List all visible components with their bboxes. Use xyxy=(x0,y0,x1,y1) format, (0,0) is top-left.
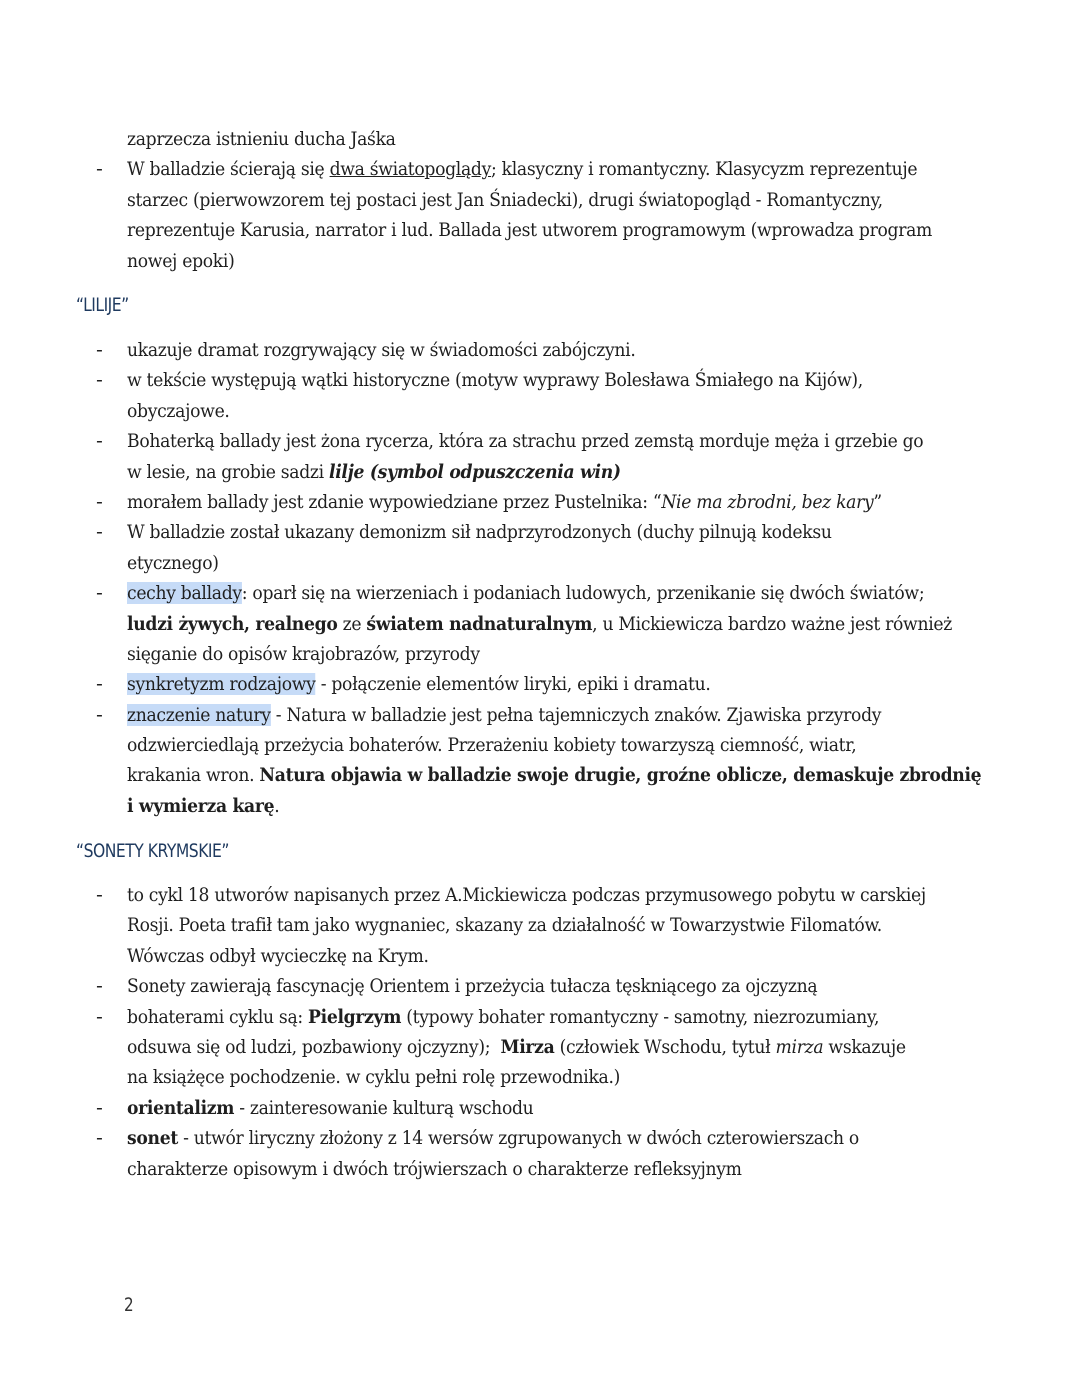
list-item-continuation: sięganie do opisów krajobrazów, przyrody xyxy=(127,642,480,665)
bullet-dash: - xyxy=(96,339,103,361)
list-item: - W balladzie został ukazany demonizm sił nadprzyrodzonych (duchy pilnują kodeksu xyxy=(88,517,988,547)
list-item-continuation: etycznego) xyxy=(127,551,219,574)
lilie-list xyxy=(88,335,988,821)
list-item-continuation: odsuwa się od ludzi, pozbawiony ojczyzny); Mirza (człowiek Wschodu, tytuł mirza wskazuje xyxy=(127,1035,906,1058)
bullet-dash: - xyxy=(96,582,103,605)
list-item: - cechy ballady: oparł się na wierzeniach i podaniach ludowych, przenikanie się dwóch światów; xyxy=(88,578,988,608)
bullet-dash: - xyxy=(96,884,103,906)
highlighted-term: cechy ballady xyxy=(127,582,242,605)
underlined-phrase: dwa światopoglądy xyxy=(329,158,492,181)
list-item: - to cykl 18 utworów napisanych przez A.Mickiewicza podczas przymusowego pobytu w carskiej xyxy=(88,880,988,910)
list-item-continuation: reprezentuje Karusia, narrator i lud. Ballada jest utworem programowym (wprowadza program xyxy=(127,219,933,242)
list-item: - znaczenie natury - Natura w balladzie jest pełna tajemniczych znaków. Zjawiska przyrody xyxy=(88,700,988,730)
intro-block xyxy=(88,124,988,276)
bullet-dash: - xyxy=(96,1005,103,1028)
list-item: - W balladzie ścierają się dwa światopoglądy; klasyczny i romantyczny. Klasycyzm reprezentuje xyxy=(88,154,988,184)
section-title-sonety: “SONETY KRYMSKIE” xyxy=(76,840,229,862)
list-item-continuation: nowej epoki) xyxy=(127,249,235,272)
list-item-continuation: w lesie, na grobie sadzi lilje (symbol odpuszczenia win) xyxy=(127,460,621,483)
bullet-dash: - xyxy=(96,369,103,392)
list-item: - w tekście występują wątki historyczne (motyw wyprawy Bolesława Śmiałego na Kijów), xyxy=(88,365,988,395)
section-title-lilie: “LILIJE” xyxy=(76,294,129,316)
list-item-continuation: starzec (pierwowzorem tej postaci jest Jan Śniadecki), drugi światopogląd - Romantyczny, xyxy=(127,188,883,211)
bullet-dash: - xyxy=(96,1127,103,1150)
bullet-dash: - xyxy=(96,158,103,181)
bullet-dash: - xyxy=(96,673,103,696)
bold-italic-phrase: lilje (symbol odpuszczenia win) xyxy=(328,460,621,483)
list-item: - synkretyzm rodzajowy - połączenie elementów liryki, epiki i dramatu. xyxy=(88,669,988,699)
bullet-dash: - xyxy=(96,703,103,726)
list-item-continuation: i wymierza karę. xyxy=(127,794,280,817)
list-item: - Sonety zawierają fascynację Orientem i przeżycia tułacza tęskniącego za ojczyzną xyxy=(88,971,988,1001)
list-item: - ukazuje dramat rozgrywający się w świadomości zabójczyni. xyxy=(88,335,988,365)
list-item-continuation: krakania wron. Natura objawia w balladzie swoje drugie, groźne oblicze, demaskuje zbrodnię xyxy=(127,764,982,787)
highlighted-term: synkretyzm rodzajowy xyxy=(127,673,316,696)
list-item-continuation: zaprzecza istnieniu ducha Jaśka xyxy=(127,128,396,150)
bullet-dash: - xyxy=(96,490,103,513)
list-item-continuation: odzwierciedlają przeżycia bohaterów. Przerażeniu kobiety towarzyszą ciemność, wiatr, xyxy=(127,734,857,757)
sonety-list xyxy=(88,880,988,1184)
highlighted-term: znaczenie natury xyxy=(127,703,271,726)
italic-quote: Nie ma zbrodni, bez kary xyxy=(661,490,874,513)
list-item-continuation: Rosji. Poeta trafił tam jako wygnaniec, skazany za działalność w Towarzystwie Filomatów. xyxy=(127,914,882,937)
bullet-dash: - xyxy=(96,521,103,544)
list-item-continuation: ludzi żywych, realnego ze światem nadnaturalnym, u Mickiewicza bardzo ważne jest również xyxy=(127,612,953,635)
list-item-continuation: obyczajowe. xyxy=(127,399,230,422)
list-item: - morałem ballady jest zdanie wypowiedziane przez Pustelnika: “Nie ma zbrodni, bez kary” xyxy=(88,487,988,517)
list-item-continuation: Wówczas odbył wycieczkę na Krym. xyxy=(127,944,429,967)
list-item-continuation: na książęce pochodzenie. w cyklu pełni rolę przewodnika.) xyxy=(127,1066,621,1089)
list-item: - Bohaterką ballady jest żona rycerza, która za strachu przed zemstą morduje męża i grzebie go xyxy=(88,426,988,456)
list-item: - bohaterami cyklu są: Pielgrzym (typowy bohater romantyczny - samotny, niezrozumiany, xyxy=(88,1002,988,1032)
list-item-continuation: charakterze opisowym i dwóch trójwierszach o charakterze refleksyjnym xyxy=(127,1157,742,1180)
page-number: 2 xyxy=(124,1294,134,1316)
list-item: - sonet - utwór liryczny złożony z 14 wersów zgrupowanych w dwóch czterowierszach o xyxy=(88,1123,988,1153)
list-item: - orientalizm - zainteresowanie kulturą wschodu xyxy=(88,1093,988,1123)
bullet-dash: - xyxy=(96,430,103,453)
bullet-dash: - xyxy=(96,1096,103,1119)
bullet-dash: - xyxy=(96,975,103,998)
